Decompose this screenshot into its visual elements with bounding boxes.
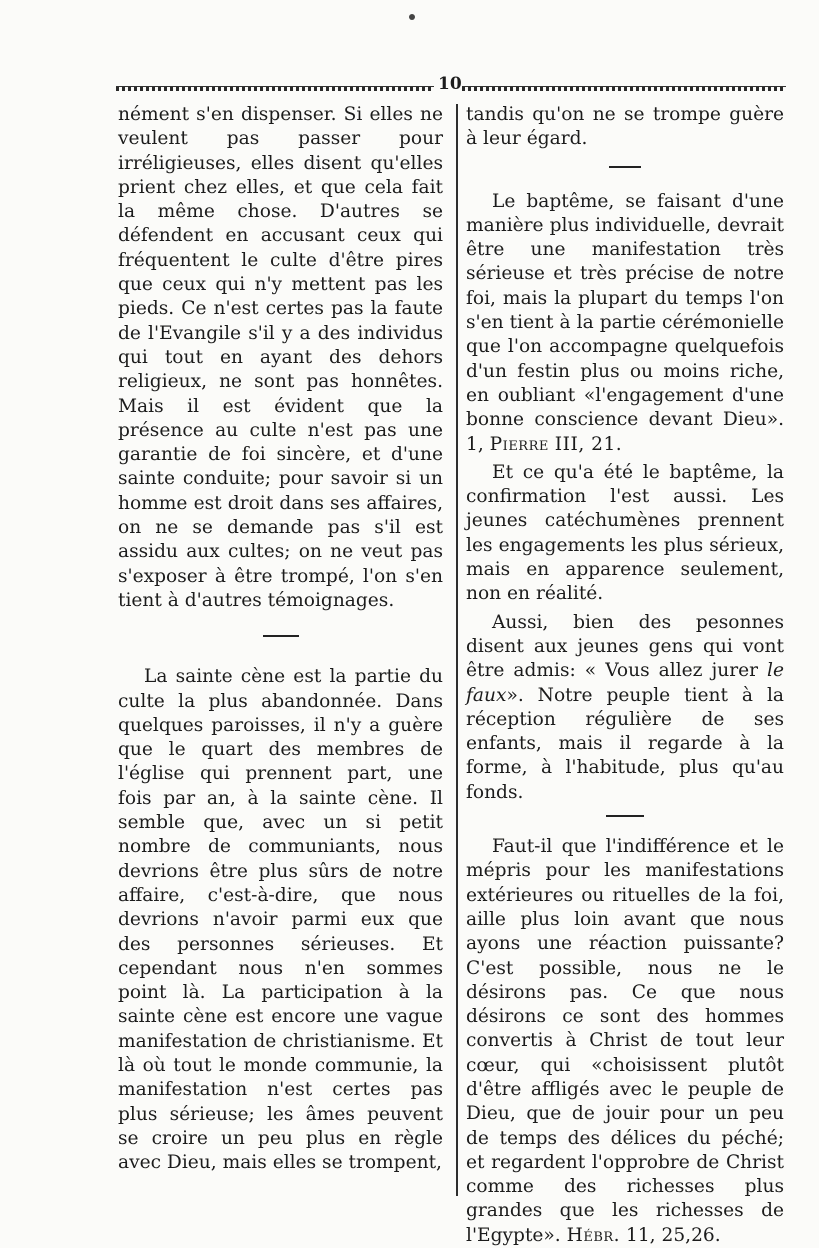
paragraph-indifference	[466, 835, 784, 1248]
right-column	[466, 103, 784, 1248]
column-divider	[456, 104, 458, 1196]
scripture-reference: Hébr.	[566, 1224, 621, 1246]
paragraph-bapteme	[466, 190, 784, 457]
header-rule-right	[462, 86, 786, 91]
paragraph-text: Faut-il que l'indifférence et le mépris pour les manifestations extérieures ou rituelles de la foi, aille plus loin avant que nous ayons une réaction puissante? C'est possible, nous ne le désirons pas. Ce que nous désirons ce sont des hommes convertis à Christ de tout leur cœur, qui «choisissent plutôt d'être affligés avec le peuple de Dieu, que de jouir pour un peu de temps des délices du péché; et regardent l'opprobre de Christ comme des richesses plus grandes que les richesses de l'Egypte».	[466, 836, 784, 1246]
section-separator	[263, 635, 299, 637]
italic-phrase: le faux	[466, 660, 784, 706]
paragraph-continuation: nément s'en dispenser. Si elles ne veulent pas passer pour irréligieuses, elles disent qu'elles prient chez elles, et que cela fait la même chose. D'autres se défendent en accusant ceux qui fréquentent le culte d'être pires que ceux qui n'y mettent pas les pieds. Ce n'est certes pas la faute de l'Evangile s'il y a des individus qui tout en ayant des dehors religieux, ne sont pas honnêtes. Mais il est évident que la présence au culte n'est pas une garantie de foi sincère, et d'une sainte conduite; pour savoir si un homme est droit dans ses affaires, on ne se demande pas s'il est assidu aux cultes; on ne veut pas s'exposer à être trompé, l'on s'en tient à d'autres témoignages.	[118, 104, 443, 611]
section-separator	[609, 166, 641, 168]
scripture-verse: 11, 25,26.	[626, 1224, 721, 1246]
header-rule-left	[116, 86, 434, 91]
paragraph-text: ». Notre peuple tient à la réception régulière de ses enfants, mais il regarde à la forme, à l'habitude, plus qu'au fonds.	[466, 684, 784, 803]
paragraph-text: Aussi, bien des pesonnes disent aux jeunes gens qui vont être admis: « Vous allez jurer	[466, 611, 784, 682]
page-header	[116, 76, 786, 100]
paragraph-text: Le baptême, se faisant d'une manière plus individuelle, devrait être une manifestation très sérieuse et très précise de notre foi, mais la plupart du temps l'on s'en tient à la partie cérémonielle que l'on accompagne quelquefois d'un festin plus ou moins riche, en oubliant «l'engagement d'une bonne conscience devant Dieu». 1,	[466, 190, 784, 455]
paragraph-sainte-cene: La sainte cène est la partie du culte la plus abandonnée. Dans quelques paroisses, il n'y a guère que le quart des membres de l'église qui prennent part, une fois par an, à la sainte cène. Il semble que, avec un si petit nombre de communiants, nous devrions être plus sûrs de notre affaire, c'est-à-dire, que nous devrions n'avoir parmi eux que des personnes sérieuses. Et cependant nous n'en sommes point là. La participation à la sainte cène est encore une vague manifestation de christianisme. Et là où tout le monde communie, la manifestation n'est certes pas plus sérieuse; les âmes peuvent se croire un peu plus en règle avec Dieu, mais elles se trompent,	[118, 666, 443, 1174]
paragraph-continuation-right: tandis qu'on ne se trompe guère à leur égard.	[466, 104, 784, 150]
scripture-verse: III, 21.	[554, 433, 623, 455]
scripture-reference: Pierre	[489, 433, 549, 455]
ink-spot	[409, 14, 415, 20]
paragraph-aussi	[466, 611, 784, 805]
page-number: 10	[438, 74, 462, 94]
paragraph-confirmation: Et ce qu'a été le baptême, la confirmation l'est aussi. Les jeunes catéchumènes prennent les engagements les plus sérieux, mais en apparence seulement, non en réalité.	[466, 461, 784, 605]
left-column	[118, 103, 443, 1175]
section-separator	[606, 815, 644, 817]
